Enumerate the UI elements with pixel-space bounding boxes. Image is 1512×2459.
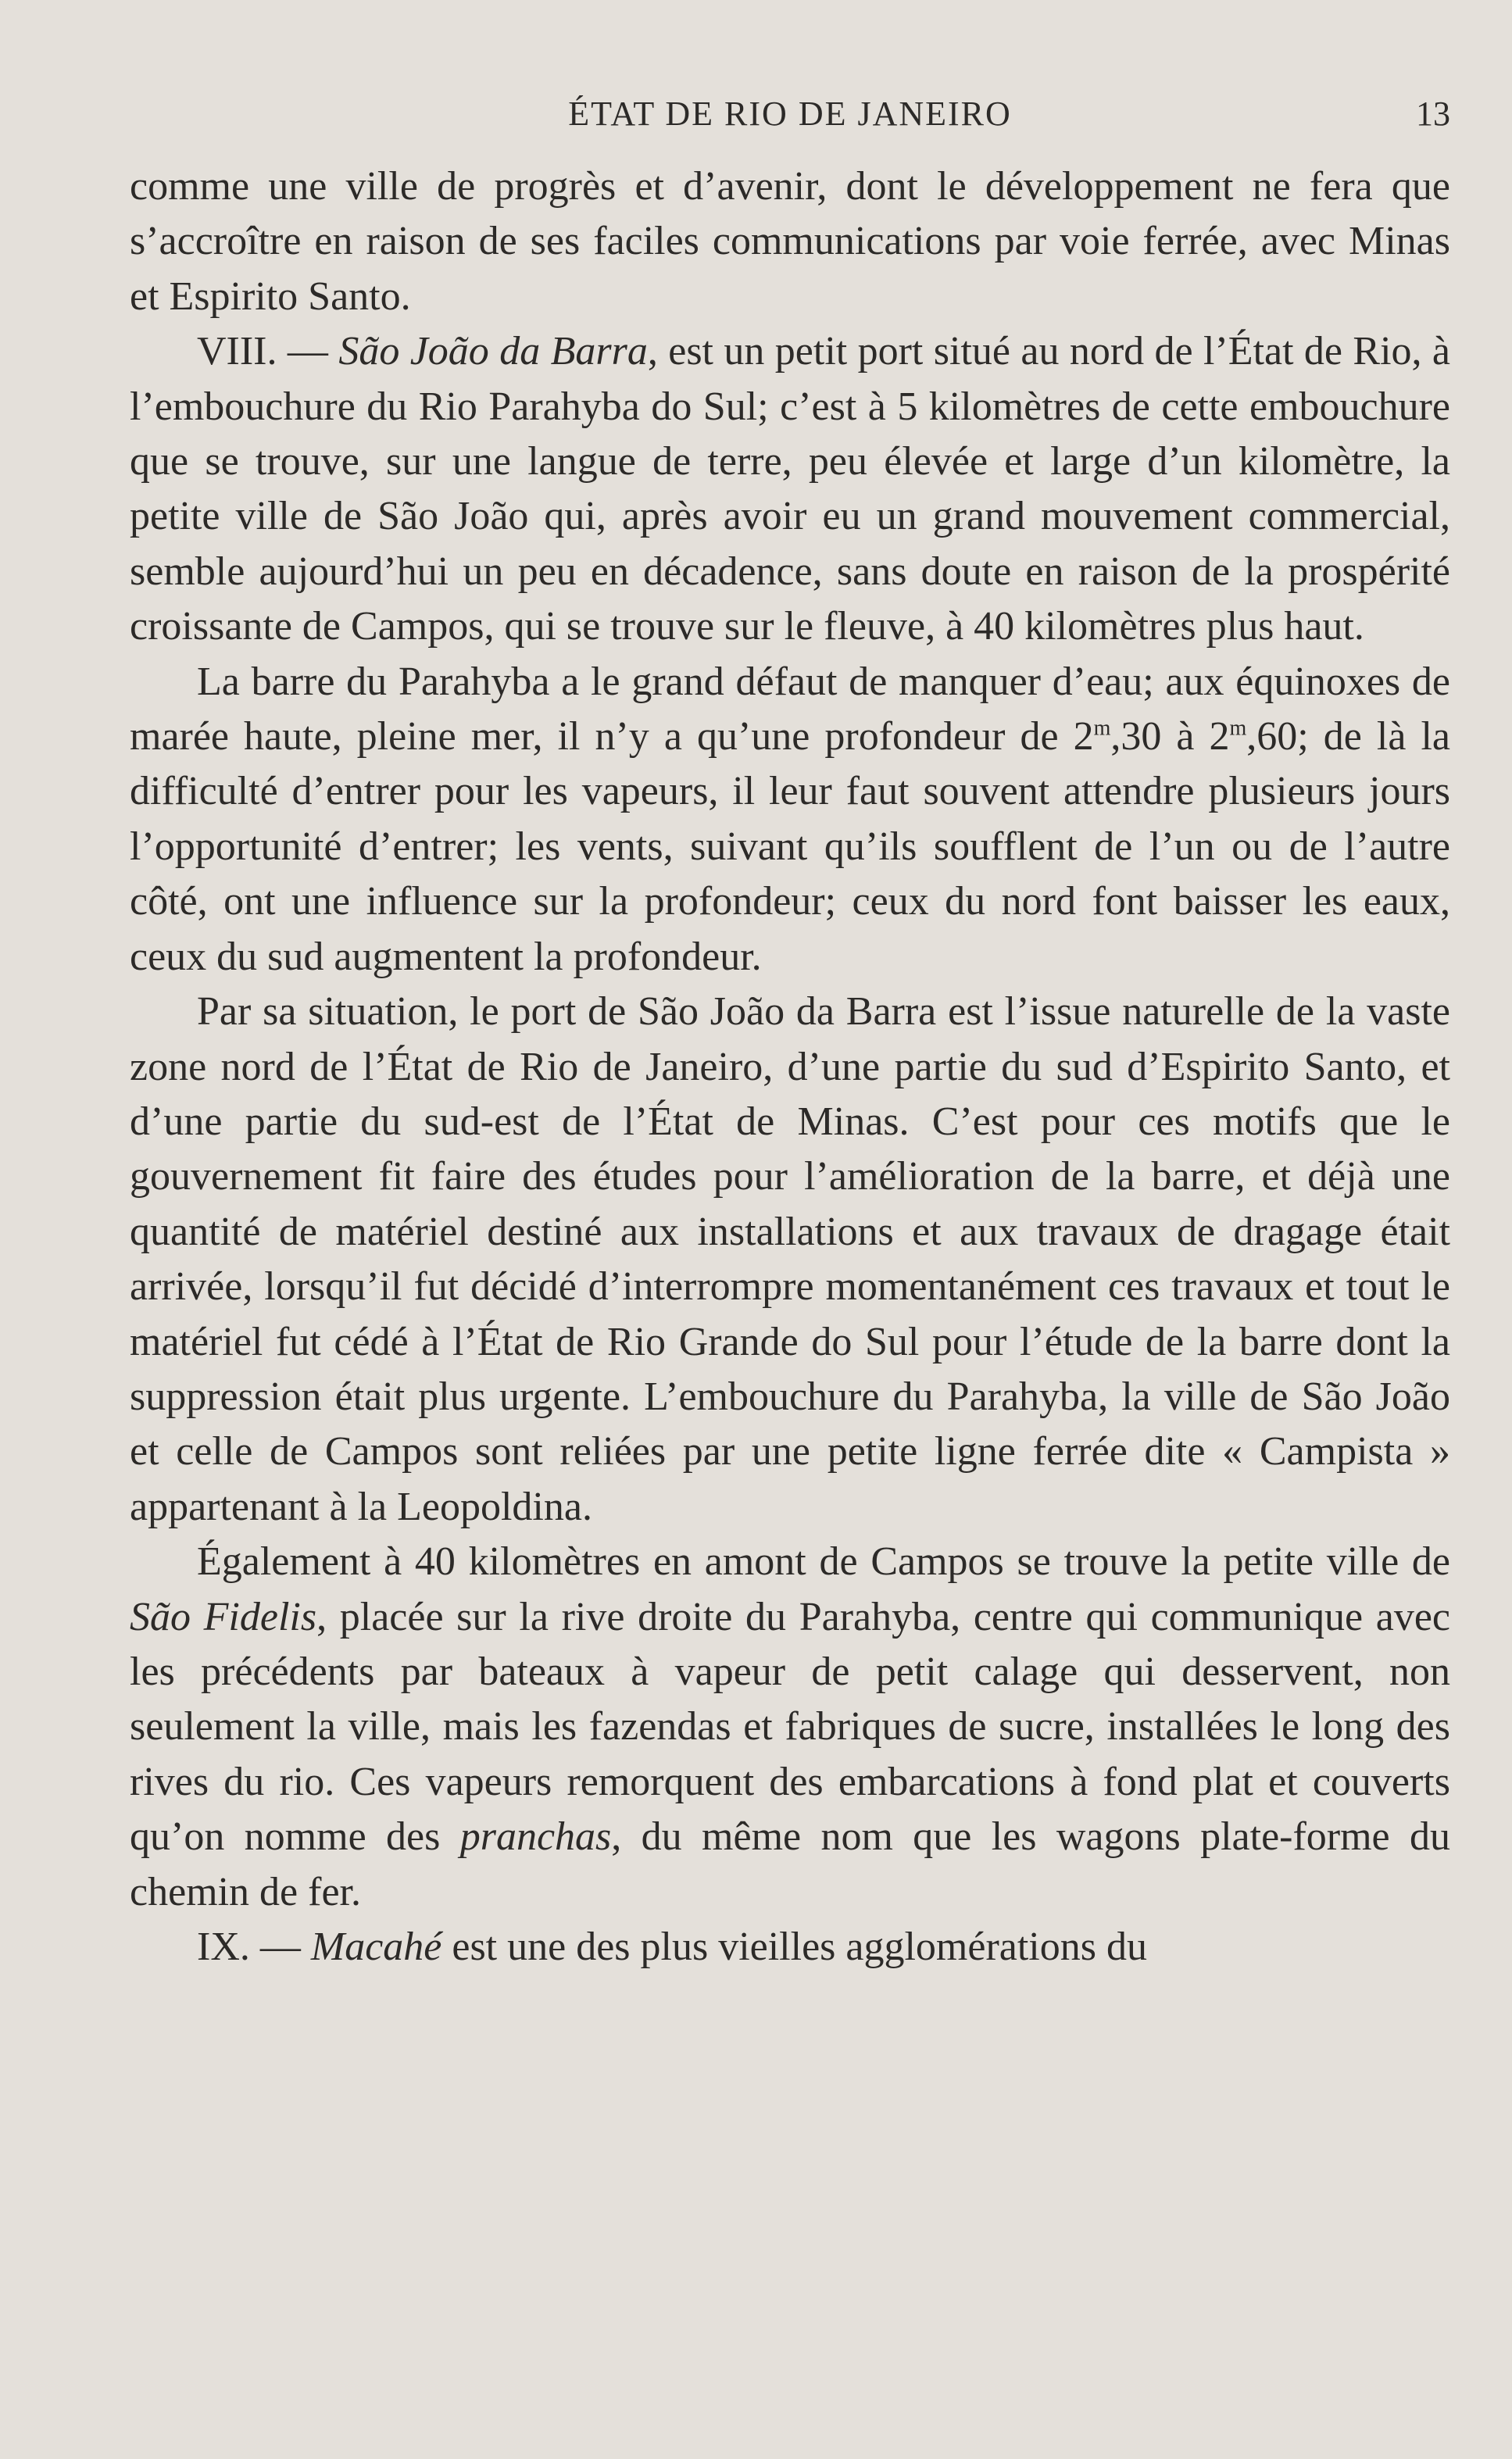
paragraph-text: , est un petit port situé au nord de l’État de Rio, à l’embouchure du Rio Parahyba do Sul; c’est à 5 kilomètres de cette embouchure que se trouve, sur une langue de terre, peu élevée et large d’un kilomètre, la petite ville de São João qui, après avoir eu un grand mouvement commercial, semble aujourd’hui un peu en décadence, sans doute en raison de la prospérité croissante de Campos, qui se trouve sur le fleuve, à 40 kilomètres plus haut. — [130, 329, 1451, 649]
running-title: ÉTAT DE RIO DE JANEIRO — [568, 95, 1012, 133]
paragraph-text: ,30 à 2 — [1110, 714, 1230, 760]
paragraph-text: ,60; de là la difficulté d’entrer pour les vapeurs, il leur faut souvent attendre plusieurs jours l’opportunité d’entrer; les vents, suivant qu’ils soufflent de l’un ou de l’autre côté, ont une influence sur la profondeur; ceux du nord font baisser les eaux, ceux du sud augmentent la profondeur. — [130, 714, 1450, 979]
place-name: São João da Barra — [338, 329, 648, 374]
paragraph-section-viii — [130, 324, 1450, 654]
page-number: 13 — [1416, 95, 1450, 133]
paragraph-text: Également à 40 kilomètres en amont de Campos se trouve la petite ville de — [197, 1539, 1450, 1585]
section-number: VIII. — [197, 329, 277, 374]
place-name: São Fidelis — [130, 1594, 317, 1639]
unit-superscript: m — [1229, 716, 1247, 741]
paragraph-section-ix — [130, 1920, 1450, 1975]
running-head — [130, 94, 1450, 148]
body-text — [130, 159, 1450, 1975]
paragraph-barre — [130, 655, 1450, 985]
paragraph-continuation — [130, 159, 1450, 324]
paragraph-text: Par sa situation, le port de São João da Barra est l’issue naturelle de la vaste zone nord de l’État de Rio de Janeiro, d’une partie du sud d’Espirito Santo, et d’une partie du sud-est de l’État de Minas. C’est pour ces motifs que le gouvernement fit faire des études pour l’amélioration de la barre, et déjà une quantité de matériel destiné aux installations et aux travaux de dragage était arrivée, lorsqu’il fut décidé d’interrompre momentanément ces travaux et tout le matériel fut cédé à l’État de Rio Grande do Sul pour l’étude de la barre dont la suppression était plus urgente. L’embouchure du Parahyba, la ville de São João et celle de Campos sont reliées par une petite ligne ferrée dite « Campista » appartenant à la Leopoldina. — [130, 989, 1450, 1529]
paragraph-situation — [130, 985, 1450, 1535]
paragraph-text: La barre du Parahyba a le grand défaut de manquer d’eau; aux équinoxes de marée haute, pleine mer, il n’y a qu’une profondeur de 2 — [130, 659, 1450, 760]
unit-superscript: m — [1093, 716, 1111, 741]
paragraph-text: comme une ville de progrès et d’avenir, dont le développement ne fera que s’accroître en raison de ses faciles communications par voie ferrée, avec Minas et Espirito Santo. — [130, 164, 1450, 319]
section-dash: — — [259, 1925, 301, 1969]
paragraph-text: , placée sur la rive droite du Parahyba, centre qui communique avec les précédents par bateaux à vapeur de petit calage qui desservent, non seulement la ville, mais les fazendas et fabriques de sucre, installées le long des rives du rio. Ces vapeurs remorquent des embarcations à fond plat et couverts qu’on nomme des — [130, 1594, 1451, 1860]
section-number: IX. — [197, 1925, 250, 1969]
place-name: Macahé — [310, 1925, 442, 1969]
italic-term: pranchas — [459, 1814, 612, 1860]
section-dash: — — [287, 329, 328, 374]
paragraph-text: , du même nom que les wagons plate-forme du chemin de fer. — [130, 1814, 1451, 1914]
paragraph-text: est une des plus vieilles agglomérations du — [441, 1925, 1147, 1969]
paragraph-sao-fidelis — [130, 1535, 1450, 1920]
